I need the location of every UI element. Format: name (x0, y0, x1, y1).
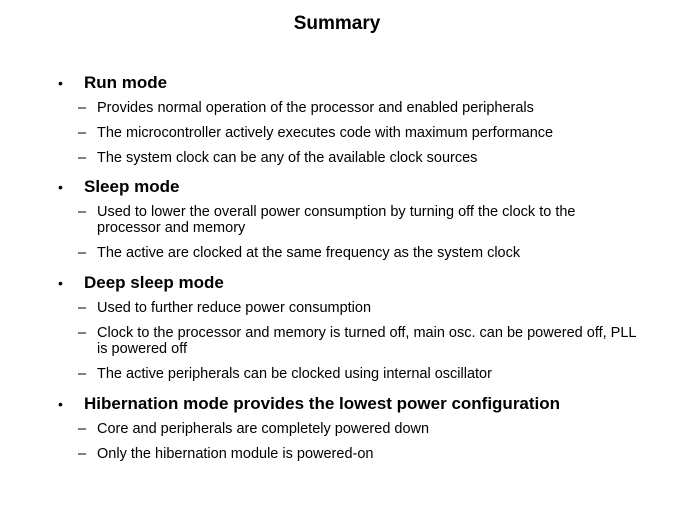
dash-icon: – (78, 100, 87, 116)
bullet-icon: • (58, 396, 63, 412)
bullet-heading-row (58, 72, 658, 94)
sub-list (58, 421, 658, 462)
dash-icon: – (78, 245, 87, 261)
section-sleep-mode (58, 176, 658, 261)
dash-icon: – (78, 150, 87, 166)
section-heading: Run mode (84, 73, 168, 92)
list-item-text: Used to further reduce power consumption (97, 300, 372, 316)
list-item-text: Clock to the processor and memory is turned off, main osc. can be powered off, PLL is powered off (97, 325, 636, 357)
slide-title: Summary (293, 13, 381, 34)
section-heading: Sleep mode (84, 177, 180, 196)
list-item (58, 204, 658, 236)
bullet-heading-row (58, 176, 658, 198)
sub-list (58, 300, 658, 382)
list-item-text: The active peripherals can be clocked using internal oscillator (97, 366, 492, 382)
dash-icon: – (78, 325, 87, 341)
list-item-text: Used to lower the overall power consumption by turning off the clock to the processor and memory (97, 204, 576, 236)
list-item (58, 421, 658, 437)
list-item (58, 150, 658, 166)
section-deep-sleep-mode (58, 272, 658, 382)
dash-icon: – (78, 125, 87, 141)
bullet-icon: • (58, 275, 63, 291)
list-item (58, 300, 658, 316)
list-item (58, 245, 658, 261)
list-item-text: The microcontroller actively executes code with maximum performance (97, 125, 554, 141)
list-item (58, 446, 658, 462)
dash-icon: – (78, 446, 87, 462)
section-heading: Hibernation mode provides the lowest power configuration (84, 394, 561, 413)
list-item-text: The active are clocked at the same frequency as the system clock (97, 245, 521, 261)
dash-icon: – (78, 366, 87, 382)
section-hibernation-mode (58, 393, 658, 462)
list-item-text: Only the hibernation module is powered-on (97, 446, 374, 462)
list-item-text: Core and peripherals are completely powered down (97, 421, 430, 437)
sub-list (58, 204, 658, 261)
list-item-text: The system clock can be any of the available clock sources (97, 150, 478, 166)
dash-icon: – (78, 300, 87, 316)
bullet-heading-row (58, 272, 658, 294)
bullet-icon: • (58, 179, 63, 195)
list-item (58, 100, 658, 116)
section-run-mode (58, 72, 658, 166)
section-heading: Deep sleep mode (84, 273, 224, 292)
bullet-icon: • (58, 75, 63, 91)
list-item (58, 366, 658, 382)
sub-list (58, 100, 658, 166)
bullet-heading-row (58, 393, 658, 415)
dash-icon: – (78, 421, 87, 437)
list-item-text: Provides normal operation of the processor and enabled peripherals (97, 100, 534, 116)
list-item (58, 125, 658, 141)
list-item (58, 325, 658, 357)
dash-icon: – (78, 204, 87, 220)
